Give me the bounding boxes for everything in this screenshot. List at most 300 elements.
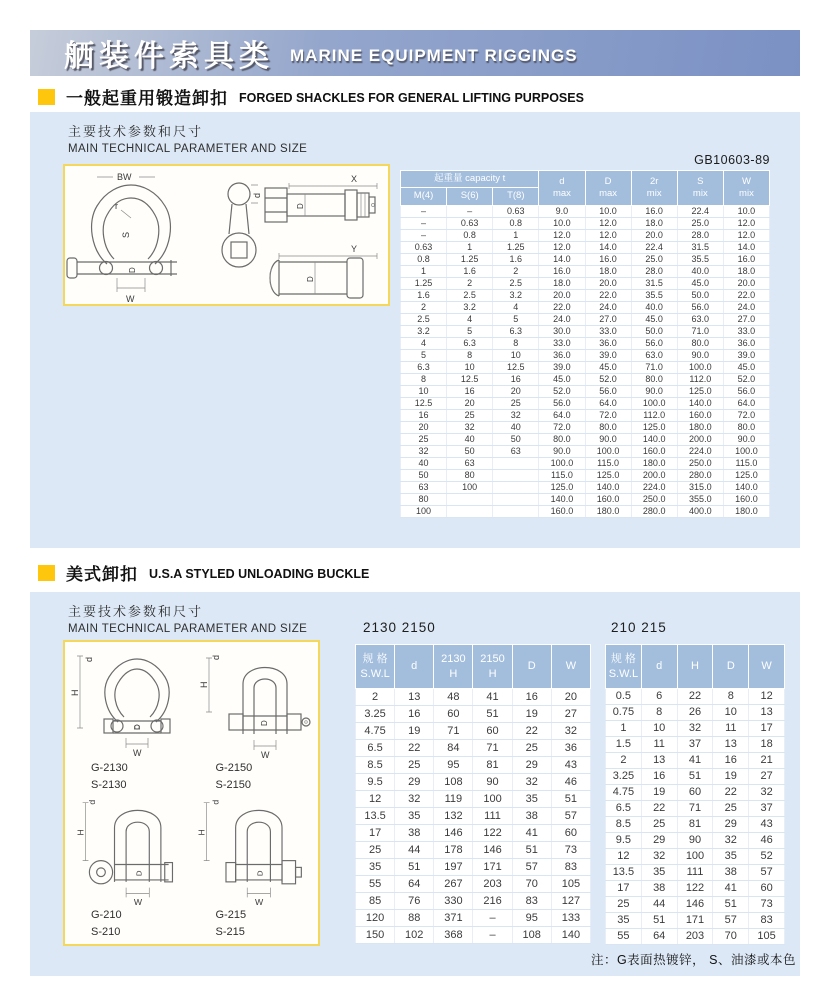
table-cell: 10 (401, 385, 447, 397)
table-row (356, 808, 591, 825)
table-cell: 146 (677, 897, 713, 913)
dim-label-w: W (134, 897, 143, 907)
header-top: W (761, 660, 772, 673)
table-cell: 12.5 (493, 361, 539, 373)
table-cell: 4.75 (606, 785, 642, 801)
table-cell: 32 (512, 774, 551, 791)
table-cell: 24.0 (539, 313, 585, 325)
table-cell: 224.0 (631, 481, 677, 493)
table-cell: 16 (447, 385, 493, 397)
table-cell: 13.5 (356, 808, 395, 825)
table-cell: 60 (749, 881, 785, 897)
table-row (401, 505, 770, 517)
table-row (401, 313, 770, 325)
section1-title-cn: 一般起重用锻造卸扣 (66, 89, 228, 108)
table-cell: 8 (447, 349, 493, 361)
table-cell: 2 (493, 265, 539, 277)
dim-label-d: d (87, 799, 98, 805)
table-cell: 14.0 (723, 241, 769, 253)
table-cell: 12.0 (723, 229, 769, 241)
table-cell: 37 (677, 737, 713, 753)
table-cell: 63.0 (631, 349, 677, 361)
header-bottom: mix (739, 187, 754, 199)
table-cell: 41 (677, 753, 713, 769)
table-cell: 12.0 (585, 229, 631, 241)
table-cell: 33.0 (585, 325, 631, 337)
table-cell: 50.0 (677, 289, 723, 301)
caption-s: S-2130 (91, 778, 127, 791)
table-cell: 16 (395, 706, 434, 723)
table-row (606, 929, 785, 945)
table-cell: 32 (401, 445, 447, 457)
table-cell: 44 (641, 897, 677, 913)
param-title-en: MAIN TECHNICAL PARAMETER AND SIZE (68, 143, 308, 155)
table-cell: 140.0 (585, 481, 631, 493)
table-cell: 13 (749, 705, 785, 721)
table-cell: 111 (677, 865, 713, 881)
table-cell: 40.0 (677, 265, 723, 277)
table-cell: 11 (713, 721, 749, 737)
table-cell: 16.0 (631, 205, 677, 217)
table-cell: 125.0 (539, 481, 585, 493)
table-cell: 55 (606, 929, 642, 945)
table-cell: 21 (749, 753, 785, 769)
table-cell: 52 (749, 849, 785, 865)
table-cell: 35 (641, 865, 677, 881)
table-cell: 125.0 (631, 421, 677, 433)
table-cell: 25 (606, 897, 642, 913)
table-cell: 122 (473, 825, 512, 842)
table-cell: 45.0 (539, 373, 585, 385)
header-top: d (411, 660, 418, 673)
table-cell: 32 (677, 721, 713, 737)
table-cell: 180.0 (631, 457, 677, 469)
table-row (356, 689, 591, 706)
table-cell: 6 (641, 689, 677, 705)
table-cell: 108 (434, 774, 473, 791)
dim-label-w: W (126, 294, 135, 304)
table-cell: 171 (677, 913, 713, 929)
yellow-bullet-icon (38, 89, 55, 105)
caption-s: S-2150 (215, 778, 251, 791)
table-row (606, 705, 785, 721)
table-row (401, 409, 770, 421)
table-cell: 57 (713, 913, 749, 929)
table-cell: 16 (641, 769, 677, 785)
table-cell: 25 (641, 817, 677, 833)
table-row (401, 457, 770, 469)
section2-title-cn: 美式卸扣 (66, 565, 138, 584)
table-cell: 133 (551, 910, 590, 927)
header-bottom: mix (692, 187, 708, 199)
table-cell: 10.0 (723, 205, 769, 217)
column-header-2r-mix (631, 171, 677, 206)
table-cell: 5 (447, 325, 493, 337)
table-row (606, 865, 785, 881)
table-cell: 3.25 (356, 706, 395, 723)
table-cell: 100 (677, 849, 713, 865)
dim-label-D: D (134, 870, 144, 877)
dim-label-h: H (75, 829, 86, 836)
table-cell: 5 (493, 313, 539, 325)
table-cell: 31.5 (631, 277, 677, 289)
shackle-2130-2150-spec-table (355, 644, 591, 944)
column-header-m4: M(4) (401, 188, 447, 205)
table-cell: 140.0 (631, 433, 677, 445)
dim-label-w: W (260, 750, 270, 760)
table-cell: 22.4 (677, 205, 723, 217)
table-header (401, 171, 770, 206)
table-cell: 25 (401, 433, 447, 445)
table-cell: 102 (395, 927, 434, 944)
table-cell: 64.0 (585, 397, 631, 409)
column-header-d (395, 645, 434, 689)
caption-g: G-2130 (91, 762, 128, 774)
bow-shackle-g2130-drawing (70, 646, 188, 760)
table-cell: 100 (473, 791, 512, 808)
table-row (401, 253, 770, 265)
table-cell: 2 (606, 753, 642, 769)
table-cell: 3.2 (401, 325, 447, 337)
table-cell: 1.6 (447, 265, 493, 277)
banner-title-cn: 舾装件索具类 (64, 40, 274, 73)
table-cell: 41 (713, 881, 749, 897)
table-cell: 105 (749, 929, 785, 945)
table-cell: 0.75 (606, 705, 642, 721)
table-cell: 1.25 (493, 241, 539, 253)
table-cell: 20.0 (723, 277, 769, 289)
table-cell: 224.0 (677, 445, 723, 457)
shackle-side-drawing (222, 183, 262, 267)
table-cell: 13 (713, 737, 749, 753)
table-row (606, 833, 785, 849)
table-cell: 43 (749, 817, 785, 833)
drawing-caption (67, 907, 122, 940)
table-cell: 22 (677, 689, 713, 705)
table-cell: 100.0 (677, 361, 723, 373)
table-cell: 60 (551, 825, 590, 842)
header-top: D (604, 175, 612, 187)
table-cell: 267 (434, 876, 473, 893)
table-cell: 35 (356, 859, 395, 876)
table-cell: 125.0 (677, 385, 723, 397)
table-cell: 27 (749, 769, 785, 785)
table-cell: 20.0 (539, 289, 585, 301)
table-row (606, 769, 785, 785)
table-cell: 40.0 (631, 301, 677, 313)
table-cell: 90.0 (723, 433, 769, 445)
dim-label-w: W (133, 748, 142, 758)
table-cell: 280.0 (631, 505, 677, 517)
table-cell: 35 (606, 913, 642, 929)
table-cell: 35 (512, 791, 551, 808)
table-row (356, 706, 591, 723)
table-cell: 50 (447, 445, 493, 457)
table-cell: 178 (434, 842, 473, 859)
table-cell: 146 (473, 842, 512, 859)
table-cell: 11 (641, 737, 677, 753)
table-cell: 100.0 (539, 457, 585, 469)
table-cell: 22 (641, 801, 677, 817)
table-cell: 70 (512, 876, 551, 893)
table-cell: 36.0 (723, 337, 769, 349)
table-cell: 0.5 (606, 689, 642, 705)
table-header (606, 645, 785, 689)
table-cell: 50 (493, 433, 539, 445)
table-cell: 51 (641, 913, 677, 929)
table-cell: 35 (713, 849, 749, 865)
table-cell: 32 (493, 409, 539, 421)
table-row (356, 825, 591, 842)
table-row (401, 361, 770, 373)
table-cell: – (401, 229, 447, 241)
table-cell: 27.0 (585, 313, 631, 325)
table-cell: 10 (641, 721, 677, 737)
table-cell: 9.0 (539, 205, 585, 217)
table-cell: 45.0 (631, 313, 677, 325)
table-cell: 19 (641, 785, 677, 801)
table-cell: 90 (473, 774, 512, 791)
table-cell: 17 (749, 721, 785, 737)
table-cell: 2 (447, 277, 493, 289)
table-cell: 8 (641, 705, 677, 721)
table-cell: – (401, 205, 447, 217)
table-cell: 330 (434, 893, 473, 910)
header-top: 规 格 (610, 653, 636, 666)
table-cell: 115.0 (585, 457, 631, 469)
table-cell: 0.8 (401, 253, 447, 265)
table-cell: 46 (749, 833, 785, 849)
table-cell: 10.0 (585, 205, 631, 217)
table-row (356, 876, 591, 893)
table-cell: 71 (434, 723, 473, 740)
table-row (356, 723, 591, 740)
header-top: d (656, 660, 663, 673)
table-cell: 16.0 (723, 253, 769, 265)
section2-heading (38, 560, 369, 585)
table-row (606, 849, 785, 865)
table-cell: 95 (512, 910, 551, 927)
table-cell: 36.0 (585, 337, 631, 349)
table-cell: – (473, 927, 512, 944)
table-row (401, 289, 770, 301)
table-cell: 80.0 (585, 421, 631, 433)
table-cell: 22 (395, 740, 434, 757)
table-row (356, 893, 591, 910)
table-cell: 13 (395, 689, 434, 706)
table-cell: 38 (713, 865, 749, 881)
table-cell: 60 (473, 723, 512, 740)
table-cell: 33.0 (723, 325, 769, 337)
drawing-cell-g215 (192, 793, 317, 940)
table-cell: 10.0 (539, 217, 585, 229)
table-cell: 35.5 (631, 289, 677, 301)
table-row (401, 265, 770, 277)
table-cell: 105 (551, 876, 590, 893)
header-bottom: H (449, 667, 458, 680)
table-cell: 56.0 (631, 337, 677, 349)
header-top: d (559, 175, 565, 187)
table-cell: 51 (512, 842, 551, 859)
section1-heading (38, 84, 584, 109)
table-row (606, 689, 785, 705)
table-cell: 25 (493, 397, 539, 409)
table-cell: 280.0 (677, 469, 723, 481)
header-top: 2130 (441, 653, 466, 666)
caption-s: S-215 (215, 925, 245, 938)
table-cell: 43 (551, 757, 590, 774)
table-cell: 9.5 (606, 833, 642, 849)
table-cell: 72.0 (723, 409, 769, 421)
table-cell: 20 (493, 385, 539, 397)
table-cell: 140.0 (677, 397, 723, 409)
table-row (401, 493, 770, 505)
table-cell: 36.0 (539, 349, 585, 361)
bolt-drawing (265, 174, 377, 222)
table-cell: 8 (493, 337, 539, 349)
table-row (401, 349, 770, 361)
table-row (356, 774, 591, 791)
table-row (356, 859, 591, 876)
table-cell: 50 (401, 469, 447, 481)
table-cell: 6.3 (447, 337, 493, 349)
table-cell: 20.0 (585, 277, 631, 289)
table-cell: 90.0 (539, 445, 585, 457)
table-cell: 57 (551, 808, 590, 825)
table-cell: 29 (713, 817, 749, 833)
forged-shackle-drawing (65, 166, 388, 304)
table-cell: 25 (447, 409, 493, 421)
table-cell: 160.0 (585, 493, 631, 505)
table-cell: 25 (356, 842, 395, 859)
table-cell: 16.0 (585, 253, 631, 265)
table-cell (493, 469, 539, 481)
table-row (606, 753, 785, 769)
table-cell: 12.0 (539, 241, 585, 253)
table-cell: 100 (447, 481, 493, 493)
table-row (356, 757, 591, 774)
dim-label-d-bolt: D (296, 203, 305, 209)
header-bottom: S.W.L (360, 667, 390, 680)
table-cell: 140.0 (539, 493, 585, 505)
table-cell: 52.0 (585, 373, 631, 385)
drawing-grid (67, 646, 316, 940)
header-bottom: H (488, 667, 497, 680)
table-cell: 100.0 (585, 445, 631, 457)
caption-g: G-2150 (215, 762, 253, 774)
table-cell: 56.0 (677, 301, 723, 313)
table-cell: 13.5 (606, 865, 642, 881)
table-cell: 4 (493, 301, 539, 313)
table-cell: 18.0 (723, 265, 769, 277)
header-bottom: max (599, 187, 618, 199)
table-cell: 100.0 (723, 445, 769, 457)
table-cell: 45.0 (677, 277, 723, 289)
table-cell: 180.0 (585, 505, 631, 517)
section2-panel (30, 592, 800, 976)
column-header-W (749, 645, 785, 689)
column-header-D (713, 645, 749, 689)
table-cell: 12.0 (723, 217, 769, 229)
table-row (606, 817, 785, 833)
table-cell: 24.0 (585, 301, 631, 313)
table-cell: 27.0 (723, 313, 769, 325)
table-cell: 88 (395, 910, 434, 927)
table-cell: 28.0 (677, 229, 723, 241)
table-row (401, 481, 770, 493)
table-row (606, 785, 785, 801)
table-cell (493, 505, 539, 517)
table-cell: 0.8 (447, 229, 493, 241)
table-cell: 48 (434, 689, 473, 706)
header-top: 规 格 (362, 653, 388, 666)
table-row (606, 721, 785, 737)
dim-label-h: H (70, 689, 81, 696)
table-cell: 3.25 (606, 769, 642, 785)
table-cell: 71.0 (677, 325, 723, 337)
table-cell: 12 (356, 791, 395, 808)
table-cell: 20 (401, 421, 447, 433)
table-cell: 8.5 (606, 817, 642, 833)
table-cell: 1.6 (401, 289, 447, 301)
dee-shackle-g215-drawing (195, 793, 313, 907)
table-cell: 19 (395, 723, 434, 740)
table-cell: 180.0 (677, 421, 723, 433)
table-title-2130-2150: 2130 2150 (363, 620, 436, 635)
table-cell: 35.5 (677, 253, 723, 265)
column-header-W (551, 645, 590, 689)
usa-shackle-drawing-box (63, 640, 320, 946)
table-cell: 51 (473, 706, 512, 723)
column-header-D-max (585, 171, 631, 206)
column-header-d-max (539, 171, 585, 206)
header-top: D (726, 660, 735, 673)
table-cell: 60 (677, 785, 713, 801)
table-cell: 180.0 (723, 505, 769, 517)
table-cell: 39.0 (723, 349, 769, 361)
table-cell: 5 (401, 349, 447, 361)
table-cell: 115.0 (723, 457, 769, 469)
table-cell: 32 (395, 791, 434, 808)
table-row (401, 301, 770, 313)
table-cell: 27 (551, 706, 590, 723)
table-cell: 40 (447, 433, 493, 445)
table-cell: 22.0 (539, 301, 585, 313)
header-bottom: max (552, 187, 571, 199)
table-cell: 2.5 (401, 313, 447, 325)
column-header-swl (356, 645, 395, 689)
column-header-D (512, 645, 551, 689)
table-cell: 119 (434, 791, 473, 808)
header-top: D (527, 660, 536, 673)
table-cell: 57 (749, 865, 785, 881)
table-cell: 1.6 (493, 253, 539, 265)
dim-label-bw: BW (117, 172, 132, 182)
table-cell: 355.0 (677, 493, 723, 505)
table-cell: 18.0 (631, 217, 677, 229)
table-cell: 0.8 (493, 217, 539, 229)
table-cell: 12 (606, 849, 642, 865)
table-cell: 22.0 (585, 289, 631, 301)
table-cell: 200.0 (677, 433, 723, 445)
table-cell: 76 (395, 893, 434, 910)
table-row (401, 469, 770, 481)
table-row (401, 277, 770, 289)
table-cell: 36 (551, 740, 590, 757)
table-cell: 25.0 (677, 217, 723, 229)
table-cell: 22.4 (631, 241, 677, 253)
table-cell: 171 (473, 859, 512, 876)
